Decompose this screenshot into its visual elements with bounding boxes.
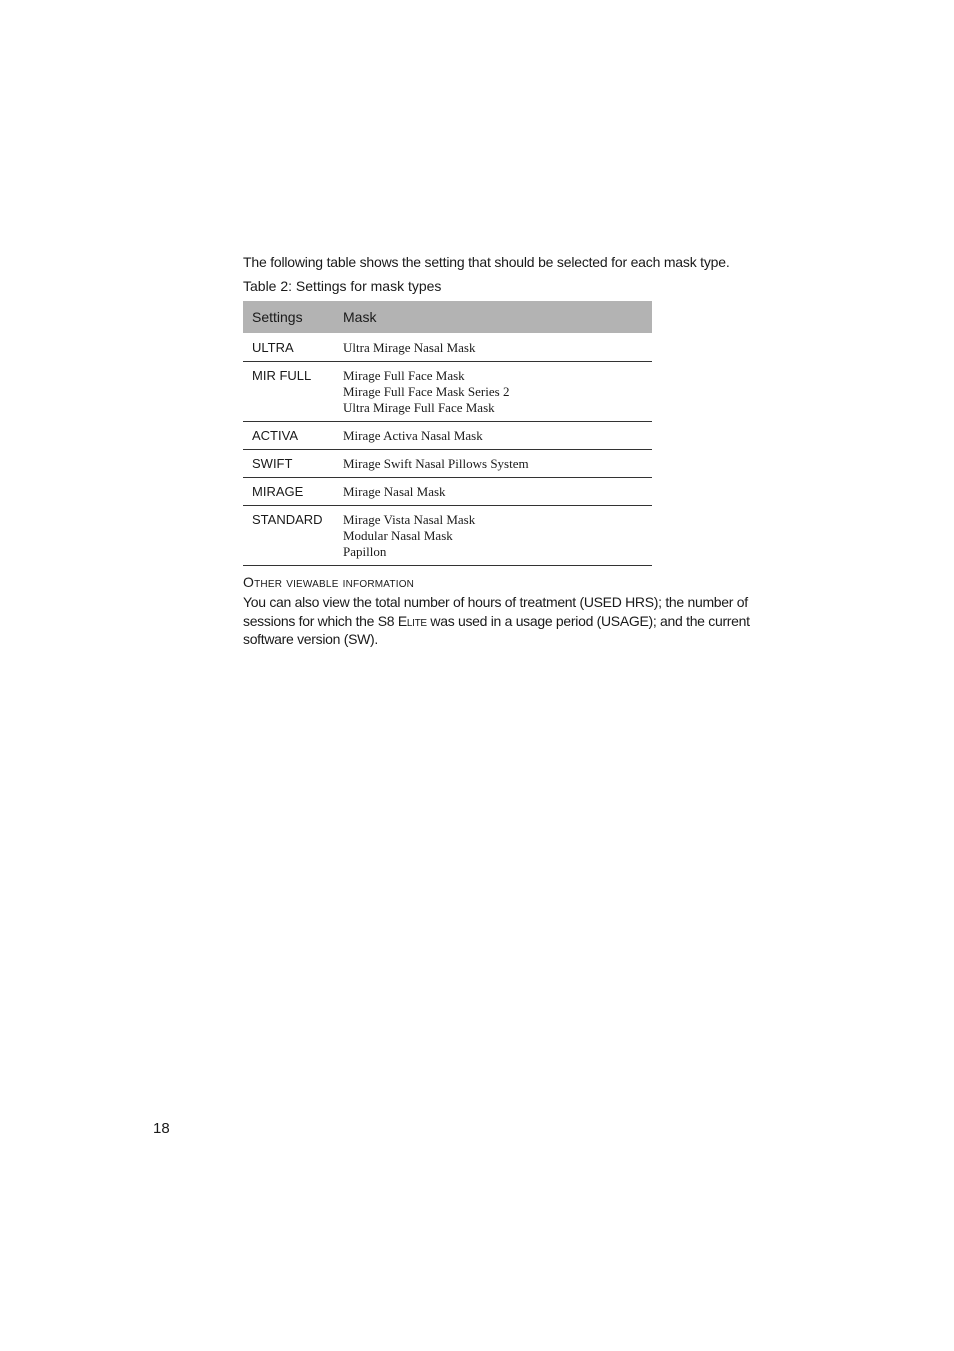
section-body <box>243 593 755 649</box>
mask-cell <box>334 506 652 566</box>
mask-cell <box>334 422 652 450</box>
table-row <box>243 478 652 506</box>
page-number: 18 <box>153 1120 170 1137</box>
table-caption: Table 2: Settings for mask types <box>243 278 442 294</box>
mask-name: Ultra Mirage Full Face Mask <box>343 400 495 415</box>
mask-name: Mirage Full Face Mask Series 2 <box>343 384 510 399</box>
header-mask: Mask <box>334 301 652 333</box>
mask-name: Mirage Full Face Mask <box>343 368 465 383</box>
mask-name: Mirage Activa Nasal Mask <box>343 428 483 443</box>
setting-cell: MIRAGE <box>243 478 334 506</box>
table-row <box>243 333 652 362</box>
mask-settings-table <box>243 301 652 566</box>
mask-name: Mirage Swift Nasal Pillows System <box>343 456 529 471</box>
section-body-text: You can also view the total number of hours of treatment (USED HRS); the number of sessions for which the <box>243 594 748 629</box>
mask-cell <box>334 333 652 362</box>
setting-cell: MIR FULL <box>243 362 334 422</box>
intro-paragraph: The following table shows the setting that should be selected for each mask type. <box>243 254 730 270</box>
mask-name: Papillon <box>343 544 387 559</box>
section-body-text: was used in a usage period (USAGE); and the current software version (SW). <box>243 612 750 647</box>
table-row <box>243 362 652 422</box>
setting-cell: SWIFT <box>243 450 334 478</box>
table-row <box>243 506 652 566</box>
mask-cell <box>334 478 652 506</box>
section-heading: Other viewable information <box>243 574 415 590</box>
mask-cell <box>334 362 652 422</box>
mask-name: Mirage Nasal Mask <box>343 484 446 499</box>
mask-name: Ultra Mirage Nasal Mask <box>343 340 476 355</box>
setting-cell: ACTIVA <box>243 422 334 450</box>
mask-name: Mirage Vista Nasal Mask <box>343 512 476 527</box>
mask-name: Modular Nasal Mask <box>343 528 453 543</box>
header-settings: Settings <box>243 301 334 333</box>
table-row <box>243 422 652 450</box>
mask-cell <box>334 450 652 478</box>
setting-cell: STANDARD <box>243 506 334 566</box>
table-row <box>243 450 652 478</box>
product-name: S8 Elite <box>377 612 427 629</box>
setting-cell: ULTRA <box>243 333 334 362</box>
table-header-row <box>243 301 652 333</box>
